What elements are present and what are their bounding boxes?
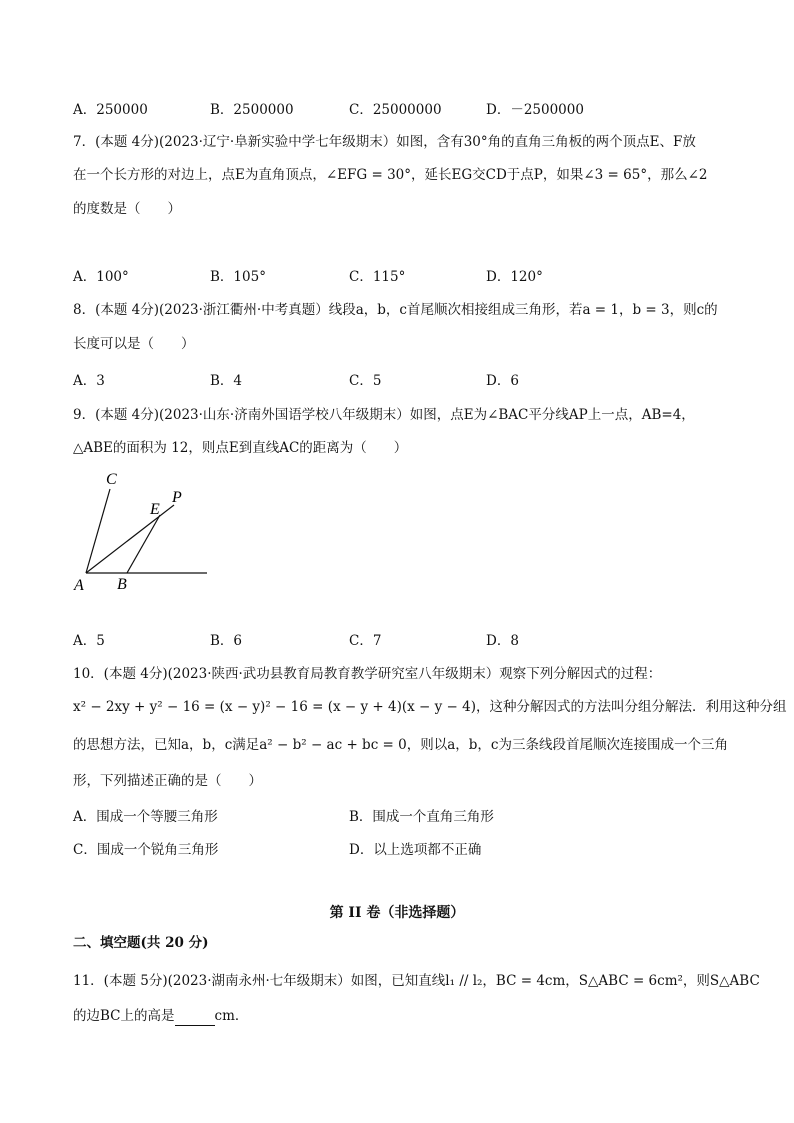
label-c: C	[106, 471, 117, 488]
q11-line2-prefix: 的边BC上的高是	[73, 1008, 175, 1024]
ray-ap	[86, 505, 174, 573]
q7-option-b: B．105°	[210, 269, 266, 285]
q9-option-d: D．8	[486, 633, 519, 649]
q10-option-d: D．以上选项都不正确	[349, 842, 482, 858]
q6-option-c: C．25000000	[349, 102, 442, 118]
q7-option-a: A．100°	[73, 269, 129, 285]
q10-stem-line3: 的思想方法，已知a，b，c满足a² − b² − ac + bc = 0，则以a，b，c为三条线段首尾顺次连接围成一个三角	[73, 737, 728, 753]
q6-option-a: A．250000	[73, 102, 148, 118]
label-a: A	[74, 577, 84, 594]
q9-stem-line1: 9．(本题 4分)(2023·山东·济南外国语学校八年级期末）如图，点E为∠BAC平分线AP上一点，AB=4，	[73, 407, 695, 423]
q11-line2-suffix: cm．	[214, 1008, 249, 1024]
q10-option-c: C．围成一个锐角三角形	[73, 842, 219, 858]
q10-option-a: A．围成一个等腰三角形	[73, 809, 218, 825]
answer-blank[interactable]	[175, 1011, 215, 1026]
section-subtitle: 二、填空题(共 20 分)	[73, 935, 209, 951]
q10-stem-line2: x² − 2xy + y² − 16 = (x − y)² − 16 = (x − y + 4)(x − y − 4)，这种分解因式的方法叫分组分解法．利用这种分组	[73, 699, 787, 715]
q11-stem-line1: 11．(本题 5分)(2023·湖南永州·七年级期末）如图，已知直线l₁ // l₂，BC = 4cm，S△ABC = 6cm²，则S△ABC	[73, 973, 760, 989]
segment-be	[127, 515, 160, 573]
q8-stem-line1: 8．(本题 4分)(2023·浙江衢州·中考真题）线段a，b，c首尾顺次相接组成三角形，若a = 1，b = 3，则c的	[73, 302, 718, 318]
q7-stem-line2: 在一个长方形的对边上，点E为直角顶点，∠EFG = 30°，延长EG交CD于点P，如果∠3 = 65°，那么∠2	[73, 167, 708, 183]
q10-stem-line1: 10．(本题 4分)(2023·陕西·武功县教育局教育教学研究室八年级期末）观察下列分解因式的过程：	[73, 666, 662, 682]
q9-stem-line2: △ABE的面积为 12，则点E到直线AC的距离为（ ）	[73, 440, 408, 456]
q9-option-a: A．5	[73, 633, 105, 649]
label-b: B	[117, 576, 127, 593]
q8-option-a: A．3	[73, 373, 105, 389]
q8-option-c: C．5	[349, 373, 382, 389]
q9-option-c: C．7	[349, 633, 382, 649]
label-e: E	[150, 501, 160, 518]
q7-stem-line1: 7．(本题 4分)(2023·辽宁·阜新实验中学七年级期末）如图，含有30°角的直角三角板的两个顶点E、F放	[73, 134, 696, 150]
q10-option-b: B．围成一个直角三角形	[349, 809, 494, 825]
q6-option-d: D．－2500000	[486, 102, 584, 118]
q7-option-d: D．120°	[486, 269, 543, 285]
q7-stem-line3: 的度数是（ ）	[73, 201, 181, 217]
label-p: P	[172, 489, 182, 506]
q9-option-b: B．6	[210, 633, 243, 649]
section-title: 第 II 卷（非选择题）	[329, 905, 465, 921]
q10-stem-line4: 形，下列描述正确的是（ ）	[73, 773, 262, 789]
ray-ac	[86, 489, 110, 573]
q6-option-b: B．2500000	[210, 102, 294, 118]
q8-option-b: B．4	[210, 373, 243, 389]
q8-stem-line2: 长度可以是（ ）	[73, 336, 195, 352]
q8-option-d: D．6	[486, 373, 519, 389]
q11-stem-line2	[73, 1006, 248, 1026]
q7-option-c: C．115°	[349, 269, 406, 285]
q9-geometry-figure	[70, 467, 230, 597]
